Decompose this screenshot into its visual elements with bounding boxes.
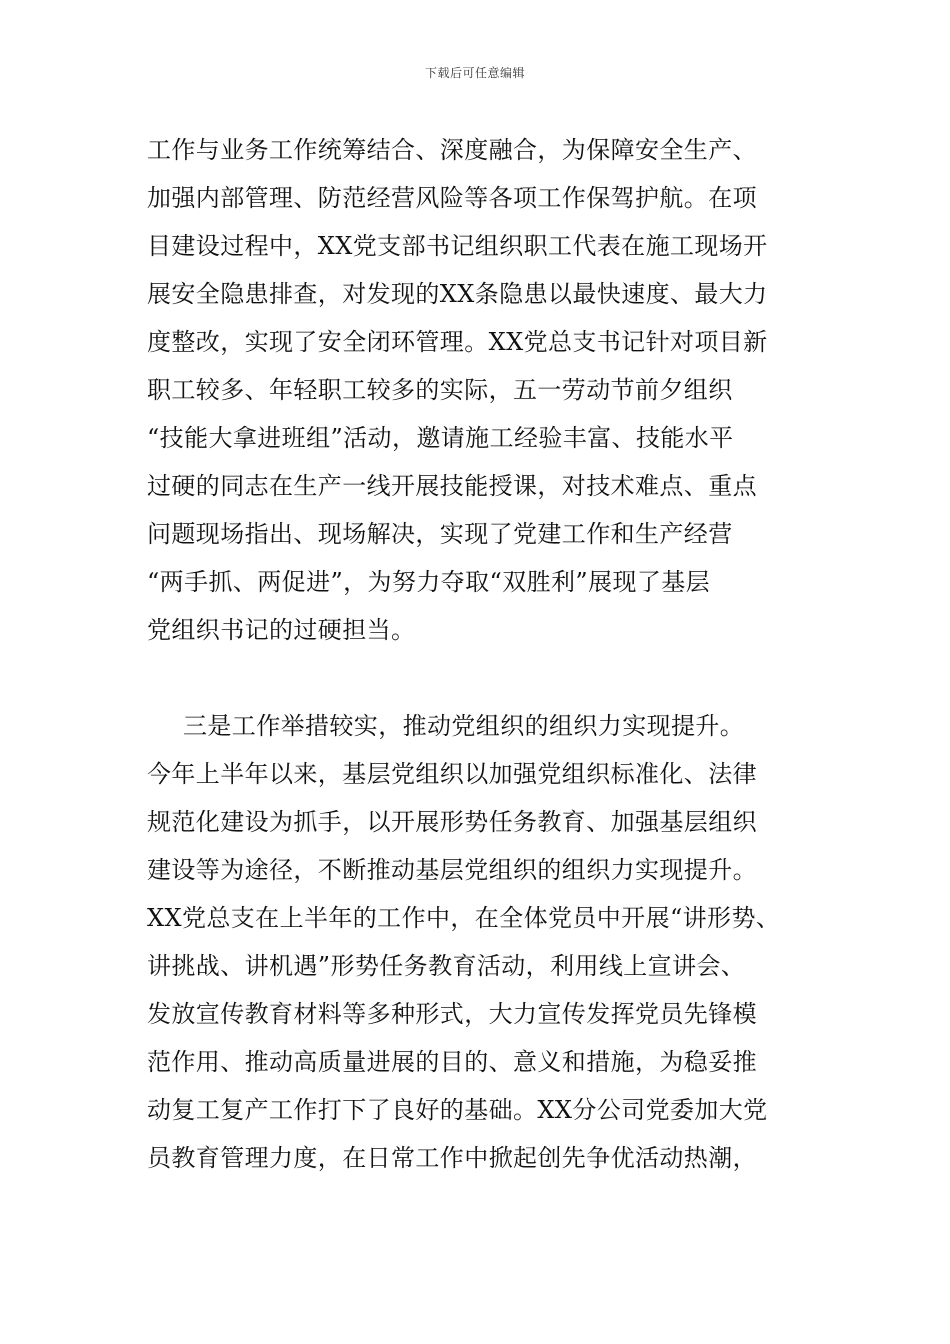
text-line: 规范化建设为抓手，以开展形势任务教育、加强基层组织 (147, 808, 757, 836)
text-line: 目建设过程中，XX党支部书记组织职工代表在施工现场开 (147, 232, 768, 260)
text-line: 建设等为途径，不断推动基层党组织的组织力实现提升。 (147, 856, 757, 884)
text-line: 范作用、推动高质量进展的目的、意义和措施，为稳妥推 (147, 1048, 757, 1076)
text-line: 过硬的同志在生产一线开展技能授课，对技术难点、重点 (147, 472, 757, 500)
text-line: 员教育管理力度，在日常工作中掀起创先争优活动热潮， (147, 1144, 757, 1172)
page-header: 下载后可任意编辑 (424, 66, 525, 80)
text-line: 动复工复产工作打下了良好的基础。XX分公司党委加大党 (147, 1096, 768, 1124)
text-line: 展安全隐患排查，对发现的XX条隐患以最快速度、最大力 (147, 280, 768, 308)
text-line: 党组织书记的过硬担当。 (147, 616, 416, 644)
paragraph-2 (147, 702, 837, 1182)
text-line-indented: 三是工作举措较实，推动党组织的组织力实现提升。 (183, 712, 745, 740)
text-line: 度整改，实现了安全闭环管理。XX党总支书记针对项目新 (147, 328, 768, 356)
text-line: 职工较多、年轻职工较多的实际，五一劳动节前夕组织 (147, 376, 733, 404)
text-line: 加强内部管理、防范经营风险等各项工作保驾护航。在项 (147, 184, 757, 212)
text-line: “两手抓、两促进”，为努力夺取“双胜利”展现了基层 (147, 568, 711, 596)
text-line: 工作与业务工作统筹结合、深度融合，为保障安全生产、 (147, 136, 757, 164)
text-line: 讲挑战、讲机遇”形势任务教育活动，利用线上宣讲会、 (147, 952, 746, 980)
text-line: “技能大拿进班组”活动，邀请施工经验丰富、技能水平 (147, 424, 734, 452)
paragraph-gap (147, 654, 837, 702)
text-line: 今年上半年以来，基层党组织以加强党组织标准化、法律 (147, 760, 757, 788)
text-line: 问题现场指出、现场解决，实现了党建工作和生产经营 (147, 520, 733, 548)
text-line: XX党总支在上半年的工作中，在全体党员中开展“讲形势、 (147, 904, 781, 932)
document-body (147, 126, 837, 1182)
paragraph-1 (147, 126, 837, 654)
text-line: 发放宣传教育材料等多种形式，大力宣传发挥党员先锋模 (147, 1000, 757, 1028)
